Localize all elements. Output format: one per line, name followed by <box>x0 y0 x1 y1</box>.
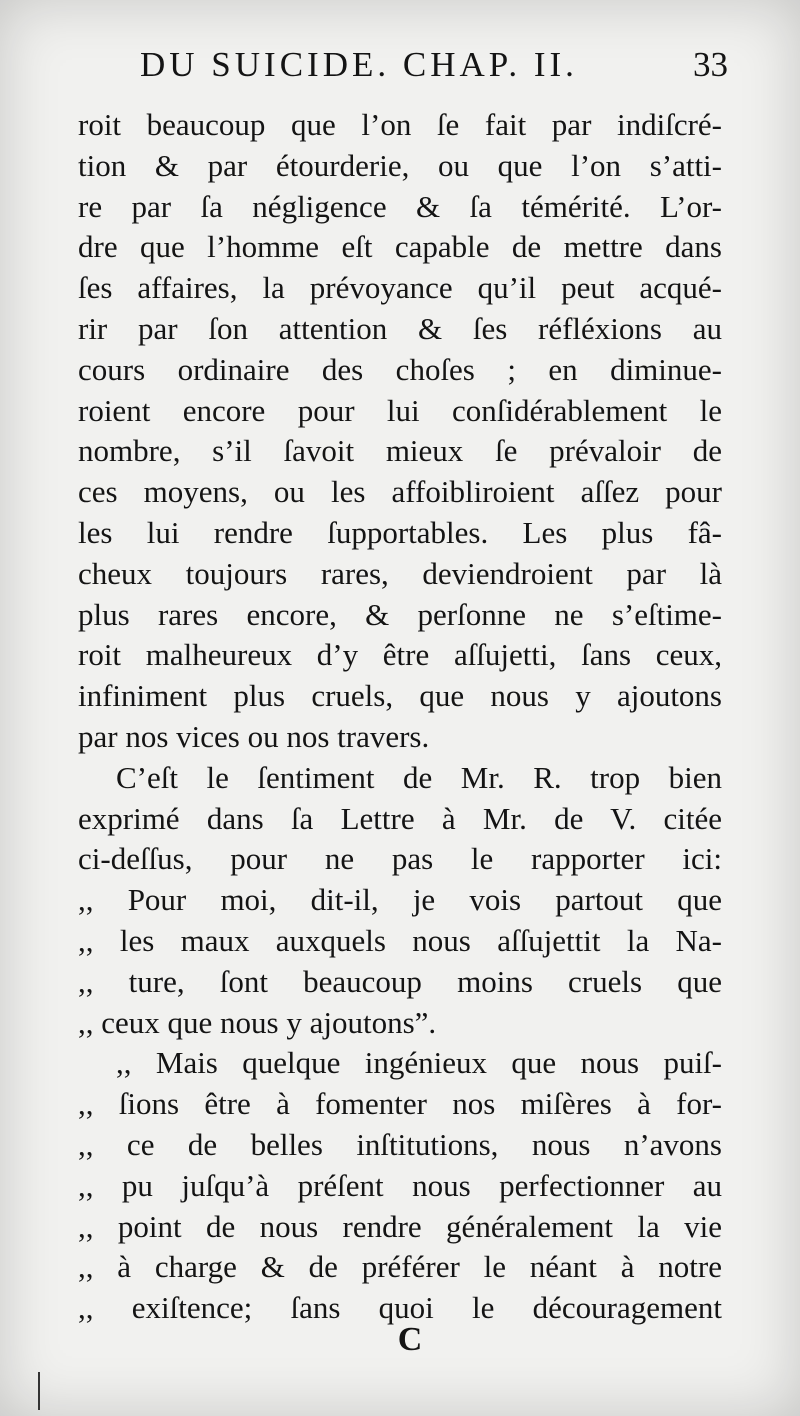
quoted-line: ,, point de nous rendre généralement la vie <box>78 1208 722 1244</box>
quoted-line: ,, pu juſqu’à préſent nous perfectionner au <box>78 1167 722 1203</box>
running-head-title: DU SUICIDE. CHAP. II. <box>140 45 578 84</box>
text-line: ci-deſſus, pour ne pas le rapporter ici: <box>78 841 722 877</box>
page-number: 33 <box>693 45 728 84</box>
text-line: re par ſa négligence & ſa témérité. L’or- <box>78 188 722 224</box>
text-line: rir par ſon attention & ſes réfléxions au <box>78 310 722 346</box>
text-line: exprimé dans ſa Lettre à Mr. de V. citée <box>78 800 722 836</box>
body-text <box>78 105 722 1329</box>
quoted-line: ,, exiſtence; ſans quoi le découragement <box>78 1290 722 1326</box>
text-line: dre que l’homme eſt capable de mettre dans <box>78 229 722 265</box>
text-line: nombre, s’il ſavoit mieux ſe prévaloir de <box>78 433 722 469</box>
text-line: plus rares encore, & perſonne ne s’eſtime- <box>78 596 722 632</box>
quoted-line-end: ,, ceux que nous y ajoutons”. <box>78 1004 437 1040</box>
quoted-line: ,, ce de belles inſtitutions, nous n’avons <box>78 1126 722 1162</box>
text-line: tion & par étourderie, ou que l’on s’atti- <box>78 147 722 183</box>
signature-mark: C <box>397 1321 423 1358</box>
quoted-line: ,, ſions être à fomenter nos miſères à for- <box>78 1086 722 1122</box>
text-line: roit malheureux d’y être aſſujetti, ſans ceux, <box>78 637 722 673</box>
text-line: cours ordinaire des choſes ; en diminue- <box>78 351 722 387</box>
quoted-line-paragraph-start: ,, Mais quelque ingénieux que nous puiſ- <box>116 1045 722 1081</box>
text-line: cheux toujours rares, deviendroient par là <box>78 555 722 591</box>
text-line: ſes affaires, la prévoyance qu’il peut acqué- <box>78 270 722 306</box>
text-line-paragraph-start: C’eſt le ſentiment de Mr. R. trop bien <box>116 759 722 795</box>
running-head <box>140 40 740 90</box>
text-line-paragraph-end: par nos vices ou nos travers. <box>78 718 430 754</box>
text-line: roit beaucoup que l’on ſe fait par indiſcré- <box>78 107 722 142</box>
text-line: ces moyens, ou les affoibliroient aſſez pour <box>78 474 722 510</box>
text-line: roient encore pour lui conſidérablement le <box>78 392 722 428</box>
quoted-line: ,, ture, ſont beaucoup moins cruels que <box>78 963 722 999</box>
margin-mark <box>38 1372 40 1410</box>
text-line: infiniment plus cruels, que nous y ajoutons <box>78 678 722 714</box>
text-line: les lui rendre ſupportables. Les plus fâ- <box>78 514 722 550</box>
quoted-line: ,, les maux auxquels nous aſſujettit la Na- <box>78 922 722 958</box>
quoted-line: ,, à charge & de préférer le néant à notre <box>78 1249 722 1285</box>
quoted-line: ,, Pour moi, dit-il, je vois partout que <box>78 882 722 918</box>
